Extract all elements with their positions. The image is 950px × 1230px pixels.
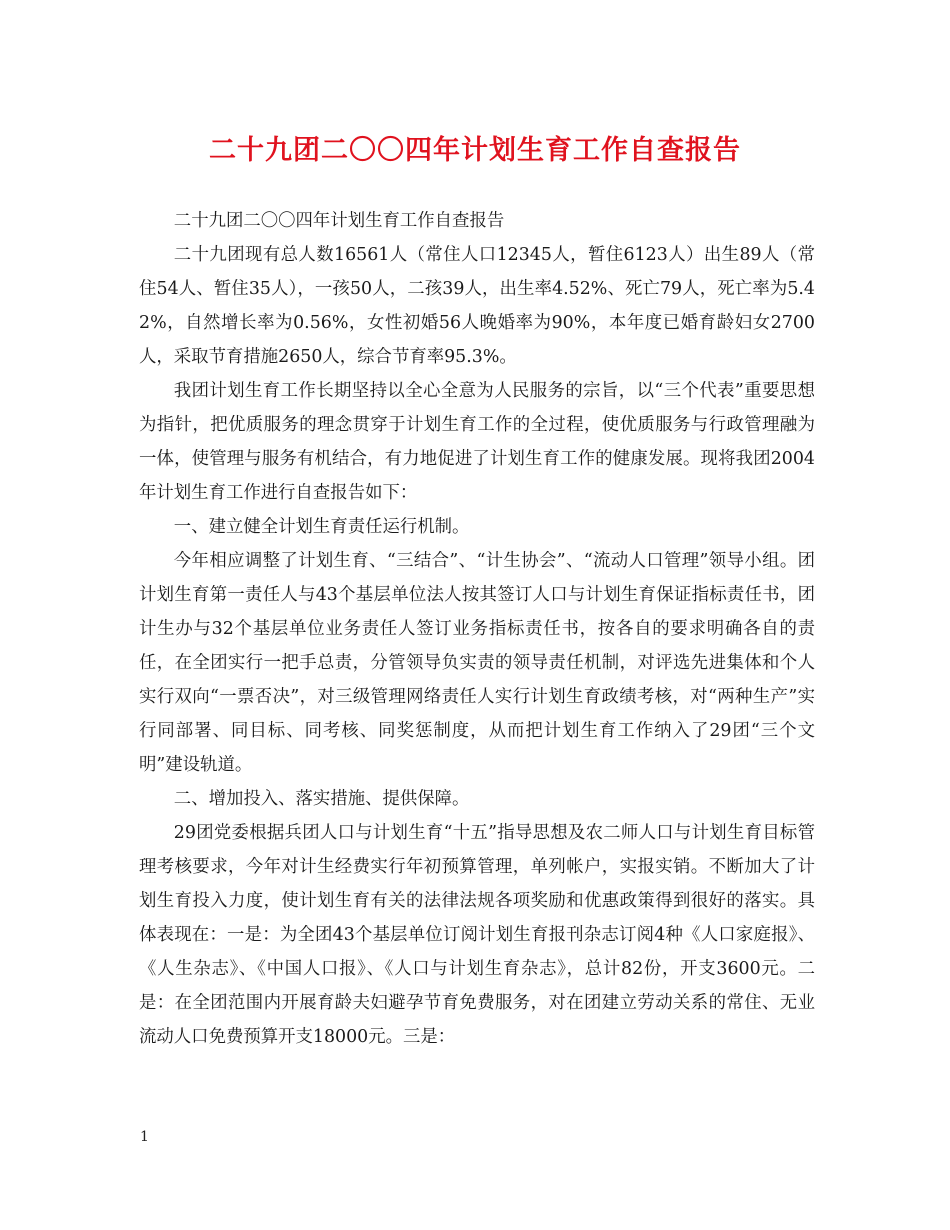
section-heading-1: 一、建立健全计划生育责任运行机制。 [173, 517, 470, 537]
paragraph-investment: 29团党委根据兵团人口与计划生育“十五”指导思想及农二师人口与计划生育目标管理考核要求，今年对计生经费实行年初预算管理，单列帐户，实报实销。不断加大了计划生育投入力度，使计划生育有关的法律法规各项奖励和优惠政策得到很好的落实。具体表现在：一是：为全团43个基层单位订阅计划生育报刊杂志订阅4种《人口家庭报》、《人生杂志》、《中国人口报》、《人口与计划生育杂志》，总计82份，开支3600元。二是：在全团范围内开展育龄夫妇避孕节育免费服务，对在团建立劳动关系的常住、无业流动人口免费预算开支18000元。三是： [139, 823, 815, 1047]
section-heading-2: 二、增加投入、落实措施、提供保障。 [173, 789, 470, 809]
document-title: 二十九团二〇〇四年计划生育工作自查报告 [209, 135, 741, 166]
document-body [139, 204, 815, 1054]
page-number: 1 [140, 1129, 149, 1145]
paragraph-subtitle: 二十九团二〇〇四年计划生育工作自查报告 [173, 211, 505, 231]
paragraph-responsibility: 今年相应调整了计划生育、“三结合”、“计生协会”、“流动人口管理”领导小组。团计划生育第一责任人与43个基层单位法人按其签订人口与计划生育保证指标责任书，团计生办与32个基层单位业务责任人签订业务指标责任书，按各自的要求明确各自的责任，在全团实行一把手总责，分管领导负实责的领导责任机制，对评选先进集体和个人实行双向“一票否决”，对三级管理网络责任人实行计划生育政绩考核，对“两种生产”实行同部署、同目标、同考核、同奖惩制度，从而把计划生育工作纳入了29团“三个文明”建设轨道。 [139, 551, 815, 775]
paragraph-overview: 我团计划生育工作长期坚持以全心全意为人民服务的宗旨，以“三个代表”重要思想为指针，把优质服务的理念贯穿于计划生育工作的全过程，使优质服务与行政管理融为一体，使管理与服务有机结合，有力地促进了计划生育工作的健康发展。现将我团2004年计划生育工作进行自查报告如下： [139, 381, 815, 503]
paragraph-population-stats: 二十九团现有总人数16561人（常住人口12345人，暂住6123人）出生89人（常住54人、暂住35人），一孩50人，二孩39人，出生率4.52%、死亡79人，死亡率为5.42%，自然增长率为0.56%，女性初婚56人晚婚率为90%，本年度已婚育龄妇女2700人，采取节育措施2650人，综合节育率95.3%。 [139, 245, 815, 367]
